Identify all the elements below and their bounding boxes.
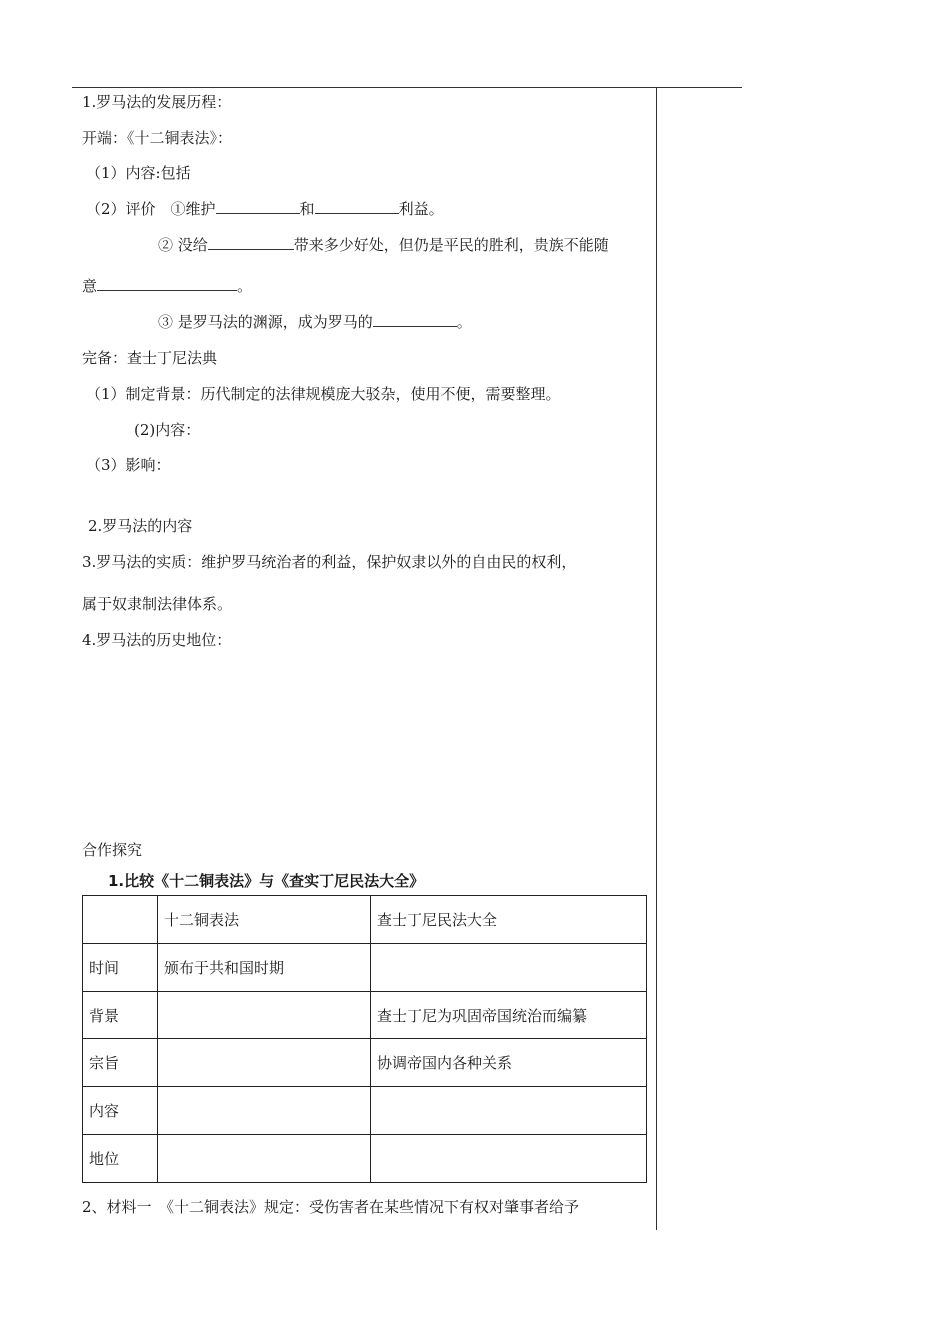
margin-rule: [656, 87, 657, 1230]
row-label: 宗旨: [83, 1039, 158, 1087]
table-cell: [371, 943, 647, 991]
table-row: [83, 1087, 647, 1135]
row-label: 内容: [83, 1087, 158, 1135]
fill-blank[interactable]: [315, 199, 399, 214]
table-header-cell: [83, 896, 158, 944]
eval2-suffix: 带来多少好处，但仍是平民的胜利，贵族不能随: [293, 236, 609, 254]
table-cell: [158, 991, 371, 1039]
section3-line1: 3.罗马法的实质：维护罗马统治者的利益，保护奴隶以外的自由民的权利，: [82, 553, 577, 571]
fill-blank[interactable]: [373, 312, 457, 327]
table-cell: [158, 1135, 371, 1183]
section1-content2: (2)内容：: [134, 421, 201, 439]
eval3-prefix: ③ 是罗马法的渊源，成为罗马的: [158, 313, 373, 331]
table-header-row: [83, 896, 647, 944]
material-line: 2、材料一 《十二铜表法》规定：受伤害者在某些情况下有权对肇事者给予: [82, 1198, 580, 1216]
coop-title: 合作探究: [82, 841, 143, 859]
section3-line2: 属于奴隶制法律体系。: [82, 595, 233, 613]
eval-suffix: 利益。: [398, 200, 444, 218]
row-label: 地位: [83, 1135, 158, 1183]
section2-title: 2.罗马法的内容: [88, 517, 193, 535]
fill-blank[interactable]: [208, 235, 294, 250]
eval2b-prefix: 意: [82, 277, 98, 295]
table-row: [83, 1039, 647, 1087]
table-header-cell: 十二铜表法: [158, 896, 371, 944]
table-header-cell: 查士丁尼民法大全: [371, 896, 647, 944]
section1-background: （1）制定背景：历代制定的法律规模庞大驳杂，使用不便，需要整理。: [86, 385, 561, 403]
section1-eval2b-line: [82, 276, 252, 296]
section1-impact: （3）影响：: [86, 456, 171, 474]
row-label: 时间: [83, 943, 158, 991]
comparison-table: [82, 895, 647, 1183]
eval2b-suffix: 。: [237, 277, 253, 295]
section4-title: 4.罗马法的历史地位：: [82, 631, 232, 649]
coop-subtitle: 1.比较《十二铜表法》与《查实丁尼民法大全》: [108, 872, 425, 890]
table-row: [83, 1135, 647, 1183]
eval3-suffix: 。: [456, 313, 472, 331]
table-cell: 查士丁尼为巩固帝国统治而编纂: [371, 991, 647, 1039]
table-cell: 协调帝国内各种关系: [371, 1039, 647, 1087]
eval-and: 和: [299, 200, 315, 218]
table-row: [83, 943, 647, 991]
fill-blank[interactable]: [216, 199, 300, 214]
section1-eval3-line: [158, 312, 472, 332]
table-cell: [158, 1039, 371, 1087]
fill-blank[interactable]: [97, 276, 237, 291]
section1-eval-line: [86, 199, 444, 219]
section1-content: （1）内容:包括: [86, 164, 191, 182]
section1-eval2-line: [158, 235, 609, 255]
table-row: [83, 991, 647, 1039]
section1-title: 1.罗马法的发展历程：: [82, 93, 232, 111]
table-cell: [371, 1135, 647, 1183]
table-cell: 颁布于共和国时期: [158, 943, 371, 991]
eval-prefix: （2）评价 ①维护: [86, 200, 216, 218]
table-cell: [371, 1087, 647, 1135]
header-rule: [72, 87, 742, 88]
table-cell: [158, 1087, 371, 1135]
section1-complete: 完备：查士丁尼法典: [82, 349, 218, 367]
row-label: 背景: [83, 991, 158, 1039]
section1-start: 开端：《十二铜表法》：: [82, 129, 233, 147]
eval2-prefix: ② 没给: [158, 236, 208, 254]
